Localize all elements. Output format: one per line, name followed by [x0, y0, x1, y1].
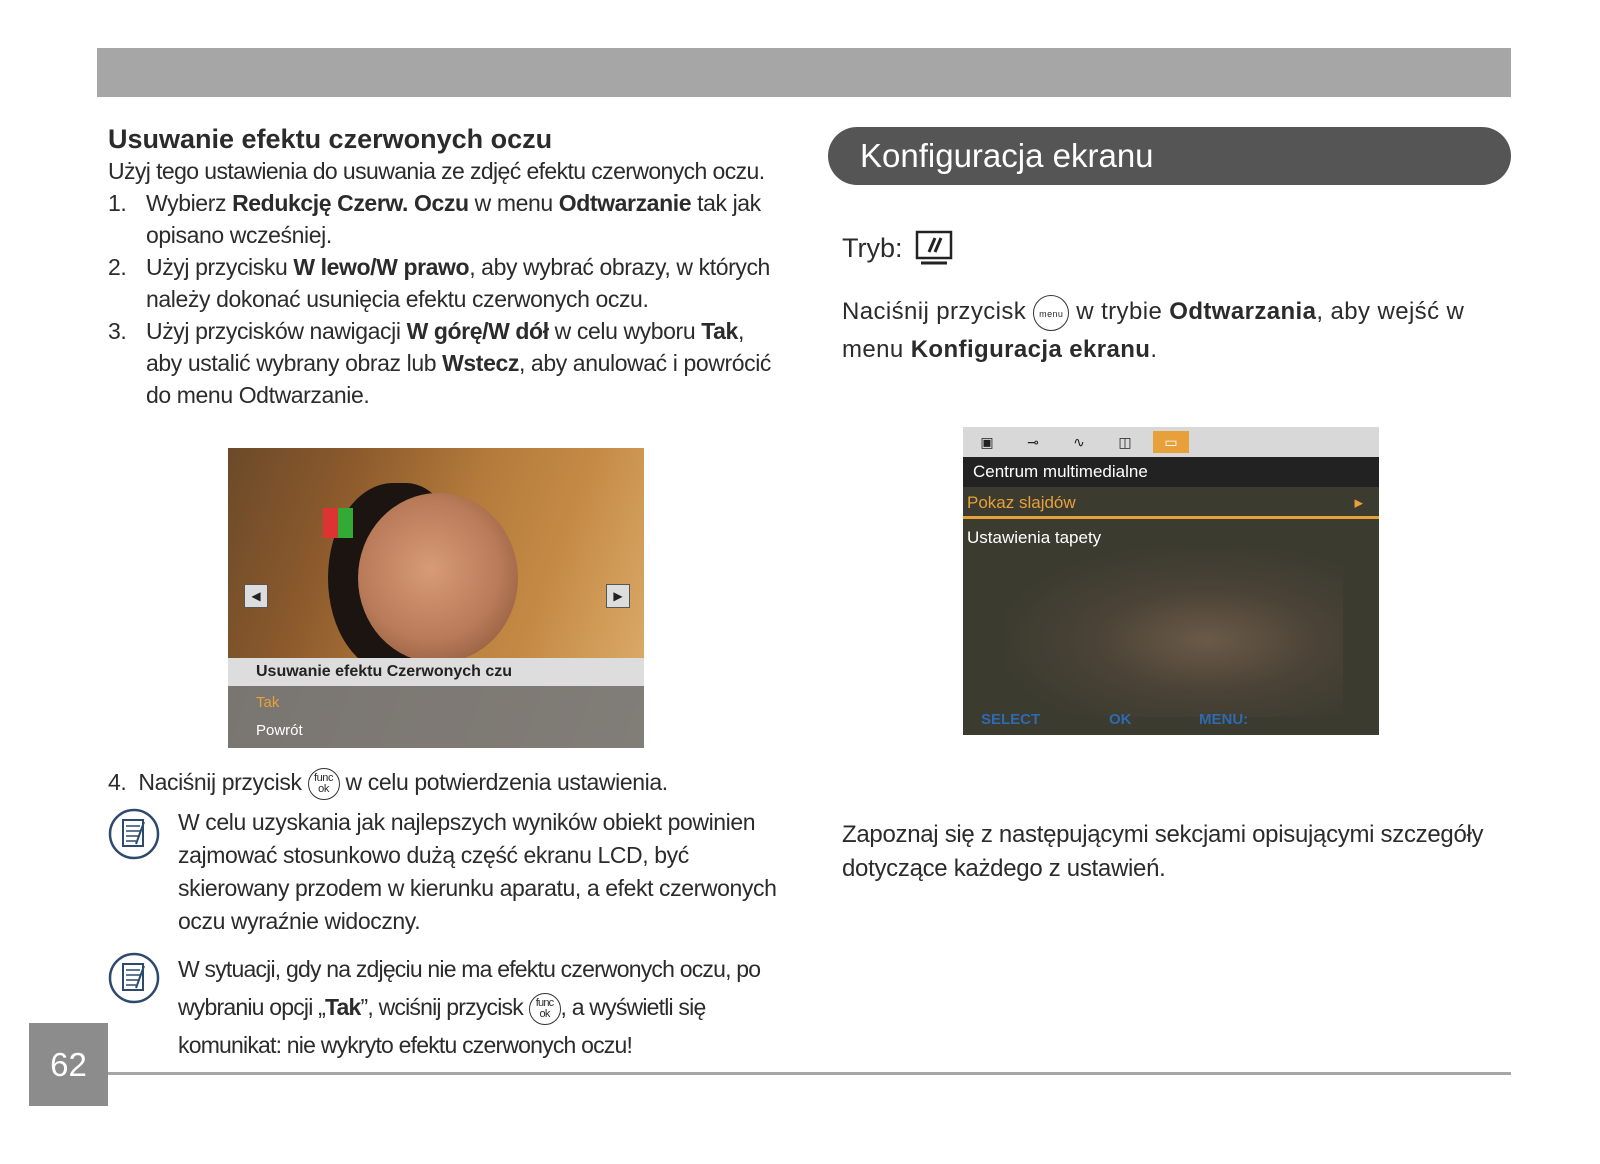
wave-tab-icon: ∿ — [1073, 433, 1085, 450]
step-text: , aby wybrać obrazy, w których należy dokonać usunięcia efektu czerwonych oczu. — [146, 254, 770, 312]
para-text: , aby wejść w menu — [842, 298, 1465, 363]
screen-config-screenshot — [963, 427, 1379, 735]
note-1 — [108, 806, 778, 938]
step-number: 3. — [108, 318, 127, 344]
flower-background — [1003, 547, 1343, 717]
step-number: 4. — [108, 769, 127, 795]
step-bold: W lewo/W prawo — [293, 254, 470, 280]
menu-row-multimedia: Centrum multimedialne — [963, 457, 1379, 487]
screen-config-footer-text: Zapoznaj się z następującymi sekcjami opisującymi szczegóły dotyczące każdego z ustawień. — [842, 821, 1484, 882]
option-back: Powrót — [256, 722, 303, 739]
screen-mode-icon — [915, 230, 953, 266]
para-bold: Odtwarzania — [1169, 298, 1317, 325]
screen-tab-icon: ▭ — [1153, 431, 1189, 453]
top-header-bar — [97, 48, 1511, 97]
step-text: Wybierz — [146, 190, 233, 216]
step-3 — [108, 315, 778, 411]
section-title-red-eye: Usuwanie efektu czerwonych oczu — [108, 124, 553, 154]
para-text: . — [1150, 336, 1158, 363]
ok-label: ok — [539, 1007, 550, 1020]
note-text: , a wyświetli się komunikat: nie wykryto efektu czerwonych oczu! — [178, 994, 706, 1058]
step-number: 2. — [108, 254, 127, 280]
chevron-right-icon: ▸ — [1354, 493, 1363, 512]
arrow-left-icon: ◀ — [244, 584, 268, 608]
step-bold: Redukcję Czerw. Oczu — [232, 190, 469, 216]
menu-row-slideshow — [963, 487, 1379, 519]
key-tab-icon: ⊸ — [1027, 433, 1039, 450]
step-text: Naciśnij przycisk — [138, 769, 308, 795]
func-label: func — [313, 771, 334, 784]
arrow-right-icon: ▶ — [606, 584, 630, 608]
screen-config-instructions — [842, 293, 1512, 369]
red-eye-screenshot — [228, 448, 644, 748]
step-text: w celu wyboru — [548, 318, 702, 344]
step-text: w celu potwierdzenia ustawienia. — [339, 769, 668, 795]
step-text: Użyj przycisków nawigacji — [146, 318, 407, 344]
step-text: tak jak opisano wcześniej. — [146, 190, 761, 248]
menu-button-icon: menu — [1033, 295, 1069, 331]
intro-text: Użyj tego ustawienia do usuwania ze zdjęć efektu czerwonych oczu. — [108, 158, 765, 184]
note-icon — [108, 952, 160, 1004]
option-yes: Tak — [256, 694, 280, 711]
note-bold: Tak — [325, 994, 361, 1020]
screen-bottom-bar — [963, 707, 1379, 735]
red-eye-menu-panel — [228, 658, 644, 748]
mode-row — [842, 230, 953, 266]
menu-hint: MENU: — [1199, 711, 1249, 728]
step-4 — [108, 766, 668, 800]
note-icon — [108, 808, 160, 860]
mode-label: Tryb: — [842, 232, 903, 263]
slideshow-label: Pokaz slajdów — [967, 493, 1076, 512]
menu-row-wallpaper: Ustawienia tapety — [967, 528, 1102, 547]
step-1 — [108, 187, 778, 251]
menu-tabs — [963, 427, 1379, 457]
para-text: w trybie — [1069, 298, 1170, 325]
ok-hint: OK — [1109, 711, 1132, 728]
step-text: , aby ustalić wybrany obraz lub — [146, 318, 744, 376]
bottom-rule — [107, 1072, 1511, 1075]
func-ok-button-icon — [308, 768, 340, 800]
page-number: 62 — [29, 1023, 108, 1106]
step-bold: Wstecz — [442, 350, 519, 376]
step-bold: W górę/W dół — [406, 318, 549, 344]
note-2 — [108, 950, 778, 1064]
step-number: 1. — [108, 190, 127, 216]
playback-tab-icon: ▣ — [980, 433, 994, 450]
left-column — [108, 122, 778, 411]
step-text: , aby anulować i powrócić do menu Odtwarzanie. — [146, 350, 772, 408]
photo-background-blocks — [323, 508, 353, 538]
note-text: W sytuacji, gdy na zdjęciu nie ma efektu czerwonych oczu, po wybraniu opcji „ — [178, 956, 761, 1020]
note-1-text: W celu uzyskania jak najlepszych wyników obiekt powinien zajmować stosunkowo dużą część ekranu LCD, być skierowany przodem w kierunku aparatu, a efekt czerwonych oczu wyraźnie widoczny. — [178, 809, 777, 934]
step-text: w menu — [468, 190, 559, 216]
camera-tab-icon: ◫ — [1118, 433, 1132, 450]
steps-list — [108, 187, 778, 411]
func-ok-button-icon — [529, 993, 561, 1025]
step-bold: Tak — [701, 318, 738, 344]
ok-label: ok — [318, 782, 329, 795]
step-2 — [108, 251, 778, 315]
step-bold: Odtwarzanie — [558, 190, 692, 216]
select-hint: SELECT — [981, 711, 1041, 728]
para-bold: Konfiguracja ekranu — [910, 336, 1151, 363]
note-2-text — [178, 950, 778, 1064]
section-header-screen-config: Konfiguracja ekranu — [828, 127, 1511, 185]
para-text: Naciśnij przycisk — [842, 298, 1034, 325]
func-label: func — [535, 996, 554, 1009]
step-text: Użyj przycisku — [146, 254, 294, 280]
photo-face — [358, 493, 518, 663]
note-text: ”, wciśnij przycisk — [360, 994, 529, 1020]
panel-title: Usuwanie efektu Czerwonych czu — [228, 658, 644, 686]
